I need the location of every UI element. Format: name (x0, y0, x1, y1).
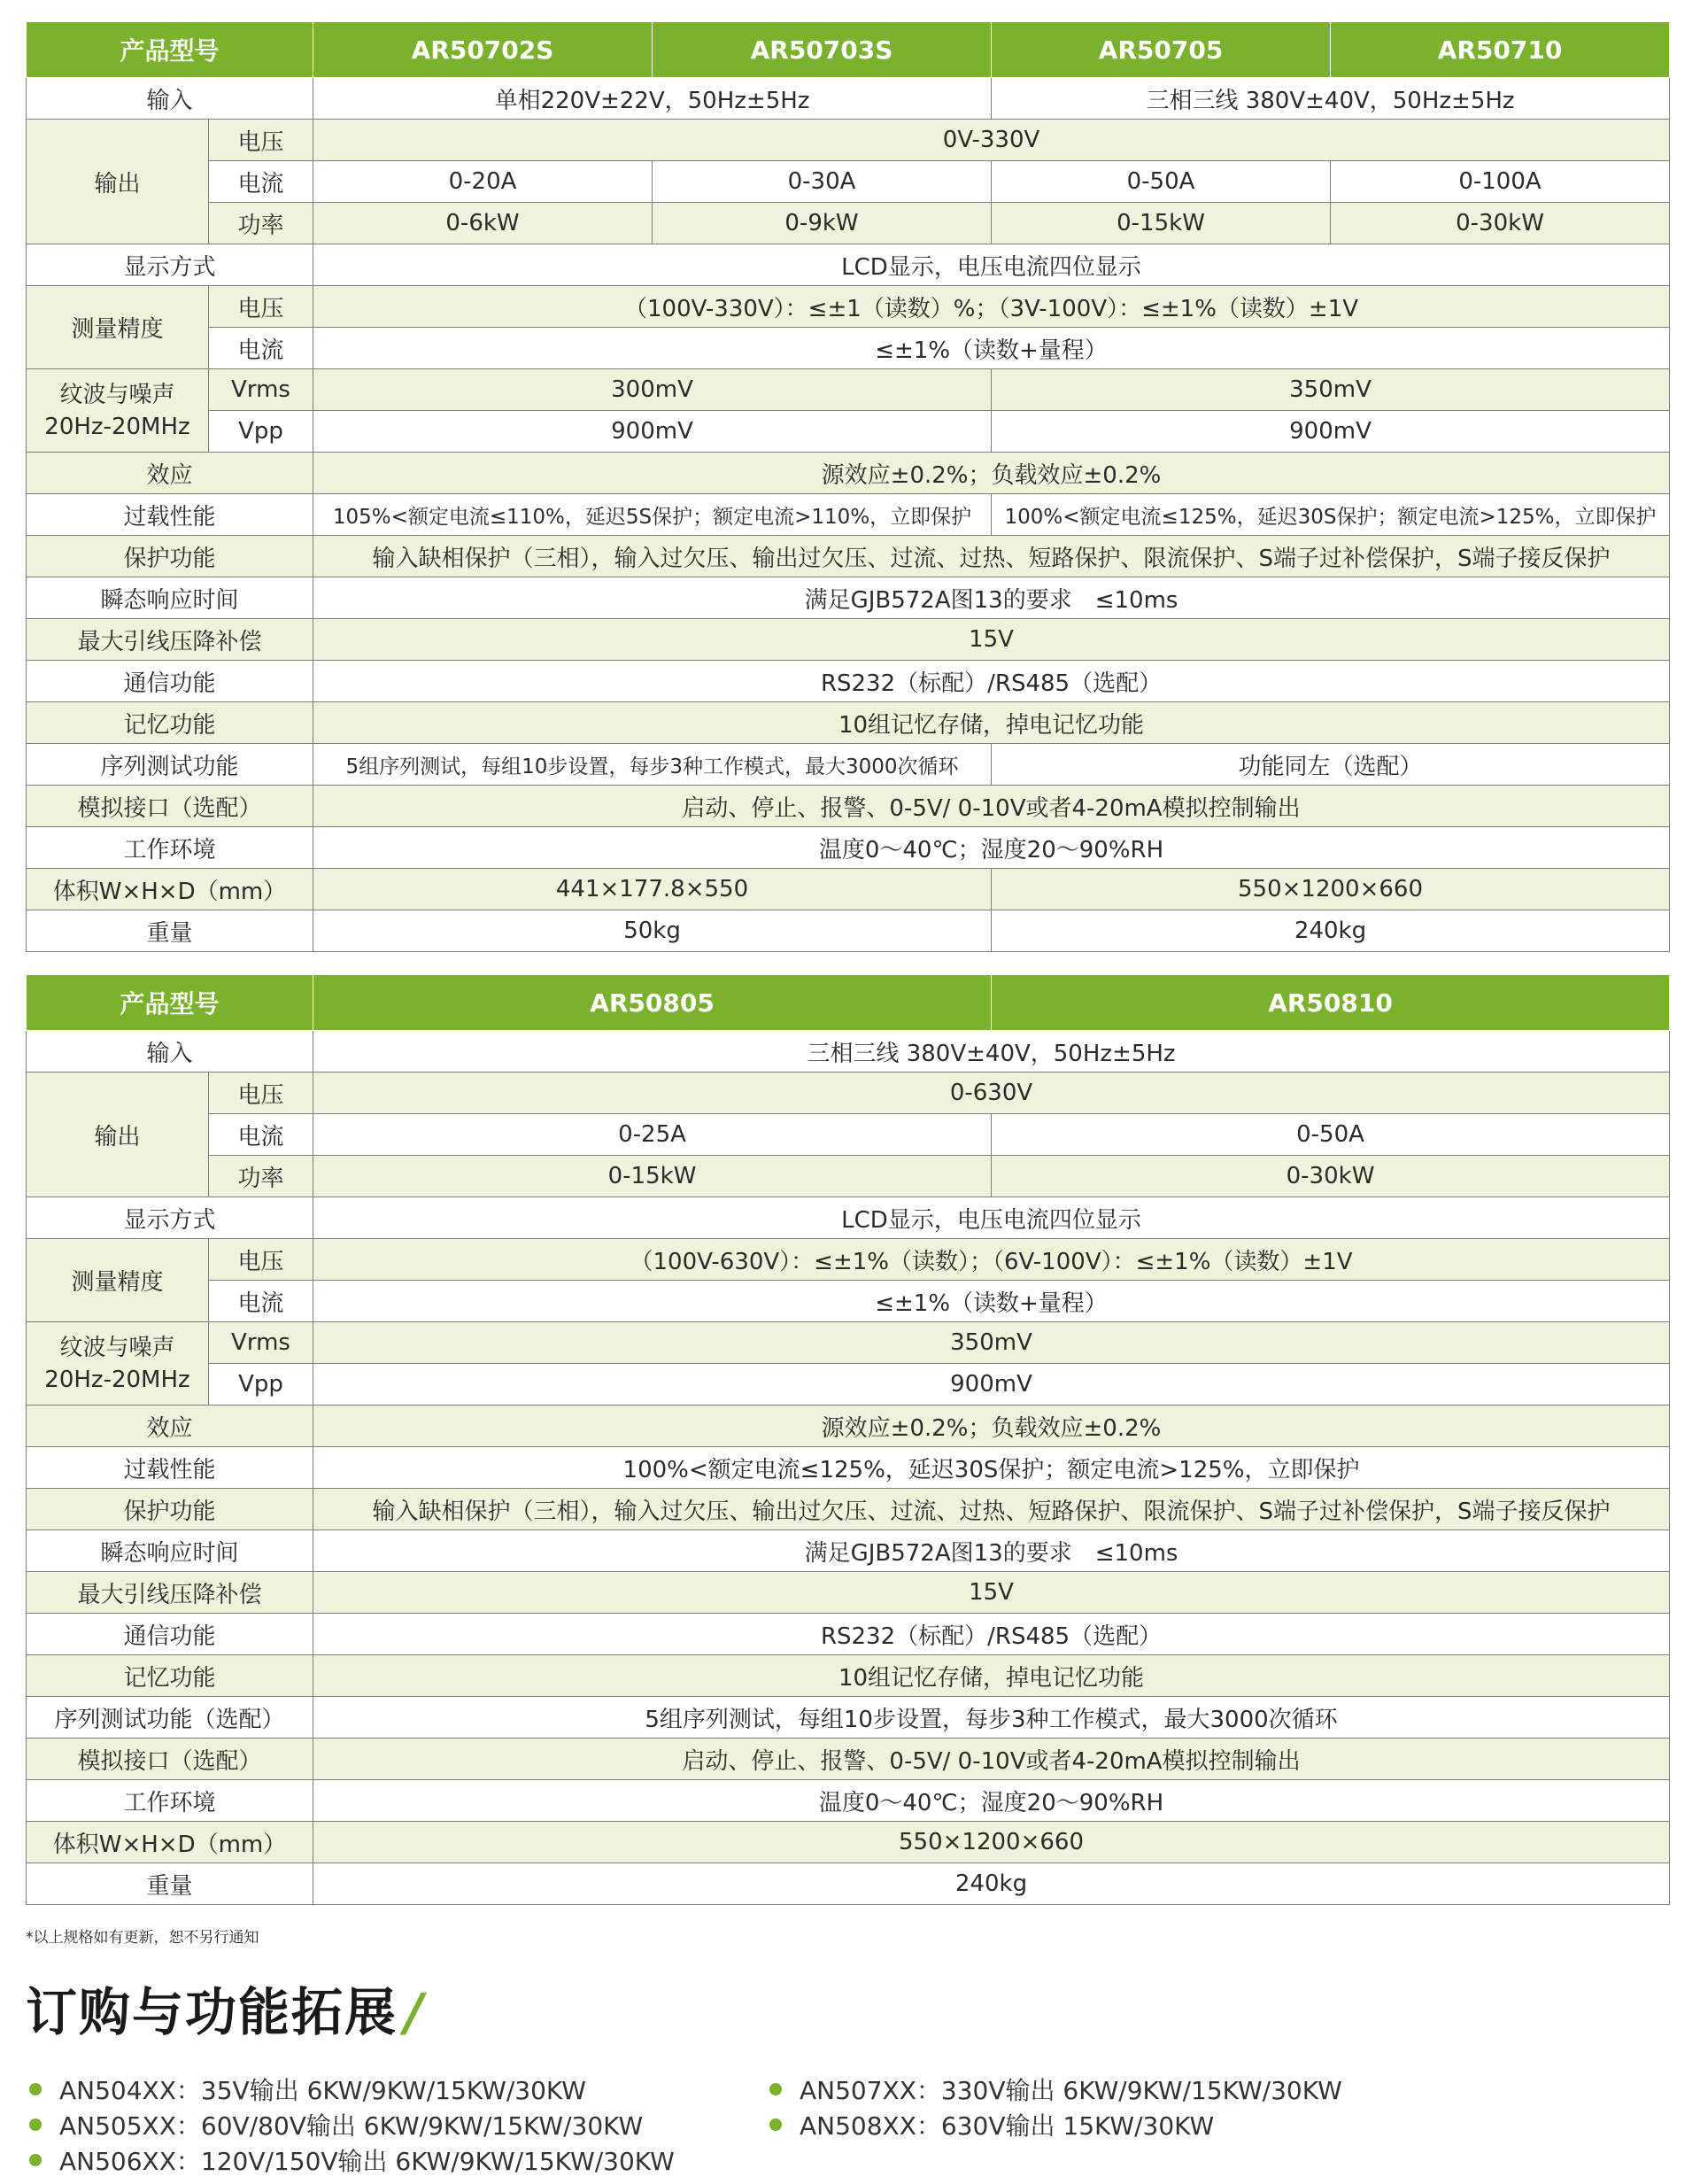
row-sequence (27, 1697, 1670, 1739)
ripple-vpp-value: 900mV (313, 1364, 1670, 1406)
row-output-power (27, 1156, 1670, 1197)
row-ripple-vrms (27, 1322, 1670, 1364)
bullet-dot-icon (29, 2083, 42, 2095)
order-item-text: AN505XX：60V/80V输出 6KW/9KW/15KW/30KW (59, 2111, 644, 2141)
model-ar50810: AR50810 (992, 975, 1670, 1031)
ordering-title: 订购与功能拓展 (26, 1982, 398, 2042)
comm-label: 通信功能 (27, 661, 313, 702)
environment-label: 工作环境 (27, 827, 313, 869)
weight-value: 240kg (313, 1863, 1670, 1905)
row-volume (27, 869, 1670, 910)
output-power-value: 0-30kW (1331, 203, 1670, 244)
volume-value: 550×1200×660 (313, 1822, 1670, 1863)
volume-right: 550×1200×660 (992, 869, 1670, 910)
input-label: 输入 (27, 1031, 313, 1073)
order-item (29, 2072, 586, 2107)
weight-left: 50kg (313, 910, 992, 952)
input-single-phase: 单相220V±22V，50Hz±5Hz (313, 78, 992, 120)
environment-label: 工作环境 (27, 1780, 313, 1822)
memory-value: 10组记忆存储，掉电记忆功能 (313, 702, 1670, 744)
ripple-vpp-left: 900mV (313, 411, 992, 453)
memory-label: 记忆功能 (27, 1655, 313, 1697)
effect-value: 源效应±0.2%；负载效应±0.2% (313, 453, 1670, 494)
effect-value: 源效应±0.2%；负载效应±0.2% (313, 1406, 1670, 1447)
volume-label: 体积W×H×D（mm） (27, 1822, 313, 1863)
volume-label: 体积W×H×D（mm） (27, 869, 313, 910)
ripple-vrms-left: 300mV (313, 369, 992, 411)
compensation-value: 15V (313, 1572, 1670, 1614)
ripple-vrms-label: Vrms (209, 369, 313, 411)
protection-label: 保护功能 (27, 1489, 313, 1530)
ripple-label-line2: 20Hz-20MHz (44, 1366, 190, 1393)
order-item-text: AN508XX：630V输出 15KW/30KW (800, 2111, 1215, 2141)
ripple-label-line2: 20Hz-20MHz (44, 413, 190, 440)
output-power-label: 功率 (209, 1156, 313, 1197)
row-effect (27, 1406, 1670, 1447)
memory-label: 记忆功能 (27, 702, 313, 744)
row-display (27, 244, 1670, 286)
model-ar50703s: AR50703S (653, 22, 992, 78)
row-input (27, 1031, 1670, 1073)
accuracy-current-label: 电流 (209, 1281, 313, 1322)
bullet-dot-icon (769, 2083, 782, 2095)
ripple-label-line1: 纹波与噪声 (59, 1334, 175, 1361)
comm-value: RS232（标配）/RS485（选配） (313, 661, 1670, 702)
output-current-value: 0-100A (1331, 161, 1670, 203)
row-protection (27, 536, 1670, 577)
memory-value: 10组记忆存储，掉电记忆功能 (313, 1655, 1670, 1697)
bullet-dot-icon (29, 2118, 42, 2131)
model-ar50805: AR50805 (313, 975, 992, 1031)
row-volume (27, 1822, 1670, 1863)
display-label: 显示方式 (27, 244, 313, 286)
row-weight (27, 910, 1670, 952)
accuracy-label: 测量精度 (27, 286, 209, 369)
weight-label: 重量 (27, 1863, 313, 1905)
title-slash-mark: / (405, 1982, 426, 2042)
output-label: 输出 (27, 120, 209, 244)
spec-table-ar508 (26, 974, 1670, 1905)
row-accuracy-current (27, 328, 1670, 369)
row-accuracy-current (27, 1281, 1670, 1322)
accuracy-voltage-value: （100V-330V）：≤±1（读数）%；（3V-100V）：≤±1%（读数）±1V (313, 286, 1670, 328)
spec-table-ar507 (26, 21, 1670, 952)
accuracy-label: 测量精度 (27, 1239, 209, 1322)
row-memory (27, 1655, 1670, 1697)
accuracy-voltage-label: 电压 (209, 1239, 313, 1281)
row-comm (27, 1614, 1670, 1655)
row-ripple-vpp (27, 1364, 1670, 1406)
order-item (29, 2107, 643, 2142)
accuracy-voltage-value: （100V-630V）：≤±1%（读数）；（6V-100V）：≤±1%（读数）±1V (313, 1239, 1670, 1281)
row-ripple-vrms (27, 369, 1670, 411)
overload-left: 105%<额定电流≤110%，延迟5S保护；额定电流>110%，立即保护 (313, 494, 992, 536)
row-effect (27, 453, 1670, 494)
output-power-value: 0-15kW (992, 203, 1331, 244)
model-label: 产品型号 (27, 975, 313, 1031)
row-overload (27, 1447, 1670, 1489)
order-item (29, 2142, 675, 2178)
output-voltage-value: 0V-330V (313, 120, 1670, 161)
output-power-label: 功率 (209, 203, 313, 244)
sequence-label: 序列测试功能（选配） (27, 1697, 313, 1739)
row-comm (27, 661, 1670, 702)
output-voltage-label: 电压 (209, 1073, 313, 1114)
sequence-value: 5组序列测试，每组10步设置，每步3种工作模式，最大3000次循环 (313, 1697, 1670, 1739)
compensation-label: 最大引线压降补偿 (27, 1572, 313, 1614)
output-power-value: 0-15kW (313, 1156, 992, 1197)
model-label: 产品型号 (27, 22, 313, 78)
order-item-text: AN507XX：330V输出 6KW/9KW/15KW/30KW (800, 2076, 1342, 2105)
analog-label: 模拟接口（选配） (27, 786, 313, 827)
model-ar50705: AR50705 (992, 22, 1331, 78)
overload-label: 过载性能 (27, 1447, 313, 1489)
row-ripple-vpp (27, 411, 1670, 453)
display-value: LCD显示，电压电流四位显示 (313, 1197, 1670, 1239)
row-protection (27, 1489, 1670, 1530)
overload-label: 过载性能 (27, 494, 313, 536)
bullet-dot-icon (29, 2154, 42, 2166)
ripple-label (27, 369, 209, 453)
accuracy-voltage-label: 电压 (209, 286, 313, 328)
input-value: 三相三线 380V±40V，50Hz±5Hz (313, 1031, 1670, 1073)
environment-value: 温度0～40℃；湿度20～90%RH (313, 827, 1670, 869)
ripple-vpp-right: 900mV (992, 411, 1670, 453)
transient-value: 满足GJB572A图13的要求 ≤10ms (313, 1530, 1670, 1572)
compensation-label: 最大引线压降补偿 (27, 619, 313, 661)
display-value: LCD显示，电压电流四位显示 (313, 244, 1670, 286)
header-row (27, 975, 1670, 1031)
output-current-value: 0-30A (653, 161, 992, 203)
analog-value: 启动、停止、报警、0-5V/ 0-10V或者4-20mA模拟控制输出 (313, 1739, 1670, 1780)
footnote: *以上规格如有更新，恕不另行通知 (26, 1929, 259, 1947)
compensation-value: 15V (313, 619, 1670, 661)
row-accuracy-voltage (27, 286, 1670, 328)
row-analog (27, 786, 1670, 827)
accuracy-current-value: ≤±1%（读数+量程） (313, 1281, 1670, 1322)
effect-label: 效应 (27, 1406, 313, 1447)
output-current-value: 0-50A (992, 1114, 1670, 1156)
row-output-voltage (27, 120, 1670, 161)
overload-right: 100%<额定电流≤125%，延迟30S保护；额定电流>125%，立即保护 (992, 494, 1670, 536)
output-current-value: 0-25A (313, 1114, 992, 1156)
ripple-vrms-value: 350mV (313, 1322, 1670, 1364)
order-item (769, 2072, 1342, 2107)
accuracy-current-value: ≤±1%（读数+量程） (313, 328, 1670, 369)
display-label: 显示方式 (27, 1197, 313, 1239)
row-output-voltage (27, 1073, 1670, 1114)
ripple-vrms-right: 350mV (992, 369, 1670, 411)
row-sequence (27, 744, 1670, 786)
protection-value: 输入缺相保护（三相），输入过欠压、输出过欠压、过流、过热、短路保护、限流保护、S端子过补偿保护，S端子接反保护 (313, 1489, 1670, 1530)
order-item (769, 2107, 1214, 2142)
ordering-heading (26, 1971, 425, 2045)
analog-value: 启动、停止、报警、0-5V/ 0-10V或者4-20mA模拟控制输出 (313, 786, 1670, 827)
ripple-label (27, 1322, 209, 1406)
order-item-text: AN506XX：120V/150V输出 6KW/9KW/15KW/30KW (59, 2147, 675, 2176)
row-compensation (27, 619, 1670, 661)
model-ar50710: AR50710 (1331, 22, 1670, 78)
row-compensation (27, 1572, 1670, 1614)
input-label: 输入 (27, 78, 313, 120)
comm-value: RS232（标配）/RS485（选配） (313, 1614, 1670, 1655)
output-power-value: 0-6kW (313, 203, 653, 244)
output-voltage-value: 0-630V (313, 1073, 1670, 1114)
environment-value: 温度0～40℃；湿度20～90%RH (313, 1780, 1670, 1822)
sequence-left: 5组序列测试，每组10步设置，每步3种工作模式，最大3000次循环 (313, 744, 992, 786)
output-label: 输出 (27, 1073, 209, 1197)
row-environment (27, 827, 1670, 869)
ripple-vpp-label: Vpp (209, 1364, 313, 1406)
row-input (27, 78, 1670, 120)
row-output-power (27, 203, 1670, 244)
effect-label: 效应 (27, 453, 313, 494)
row-transient (27, 1530, 1670, 1572)
model-ar50702s: AR50702S (313, 22, 653, 78)
analog-label: 模拟接口（选配） (27, 1739, 313, 1780)
order-item-text: AN504XX：35V输出 6KW/9KW/15KW/30KW (59, 2076, 586, 2105)
ripple-vpp-label: Vpp (209, 411, 313, 453)
row-environment (27, 1780, 1670, 1822)
transient-label: 瞬态响应时间 (27, 1530, 313, 1572)
accuracy-current-label: 电流 (209, 328, 313, 369)
transient-label: 瞬态响应时间 (27, 577, 313, 619)
bullet-dot-icon (769, 2118, 782, 2131)
row-analog (27, 1739, 1670, 1780)
weight-right: 240kg (992, 910, 1670, 952)
ripple-vrms-label: Vrms (209, 1322, 313, 1364)
output-current-label: 电流 (209, 1114, 313, 1156)
protection-value: 输入缺相保护（三相），输入过欠压、输出过欠压、过流、过热、短路保护、限流保护、S端子过补偿保护，S端子接反保护 (313, 536, 1670, 577)
overload-value: 100%<额定电流≤125%，延迟30S保护；额定电流>125%，立即保护 (313, 1447, 1670, 1489)
row-output-current (27, 1114, 1670, 1156)
output-power-value: 0-30kW (992, 1156, 1670, 1197)
output-current-value: 0-20A (313, 161, 653, 203)
transient-value: 满足GJB572A图13的要求 ≤10ms (313, 577, 1670, 619)
header-row (27, 22, 1670, 78)
row-memory (27, 702, 1670, 744)
comm-label: 通信功能 (27, 1614, 313, 1655)
output-voltage-label: 电压 (209, 120, 313, 161)
sequence-label: 序列测试功能 (27, 744, 313, 786)
volume-left: 441×177.8×550 (313, 869, 992, 910)
input-three-phase: 三相三线 380V±40V，50Hz±5Hz (992, 78, 1670, 120)
output-power-value: 0-9kW (653, 203, 992, 244)
protection-label: 保护功能 (27, 536, 313, 577)
output-current-label: 电流 (209, 161, 313, 203)
row-weight (27, 1863, 1670, 1905)
row-transient (27, 577, 1670, 619)
ripple-label-line1: 纹波与噪声 (59, 381, 175, 408)
row-accuracy-voltage (27, 1239, 1670, 1281)
row-display (27, 1197, 1670, 1239)
weight-label: 重量 (27, 910, 313, 952)
output-current-value: 0-50A (992, 161, 1331, 203)
row-overload (27, 494, 1670, 536)
sequence-right: 功能同左（选配） (992, 744, 1670, 786)
row-output-current (27, 161, 1670, 203)
